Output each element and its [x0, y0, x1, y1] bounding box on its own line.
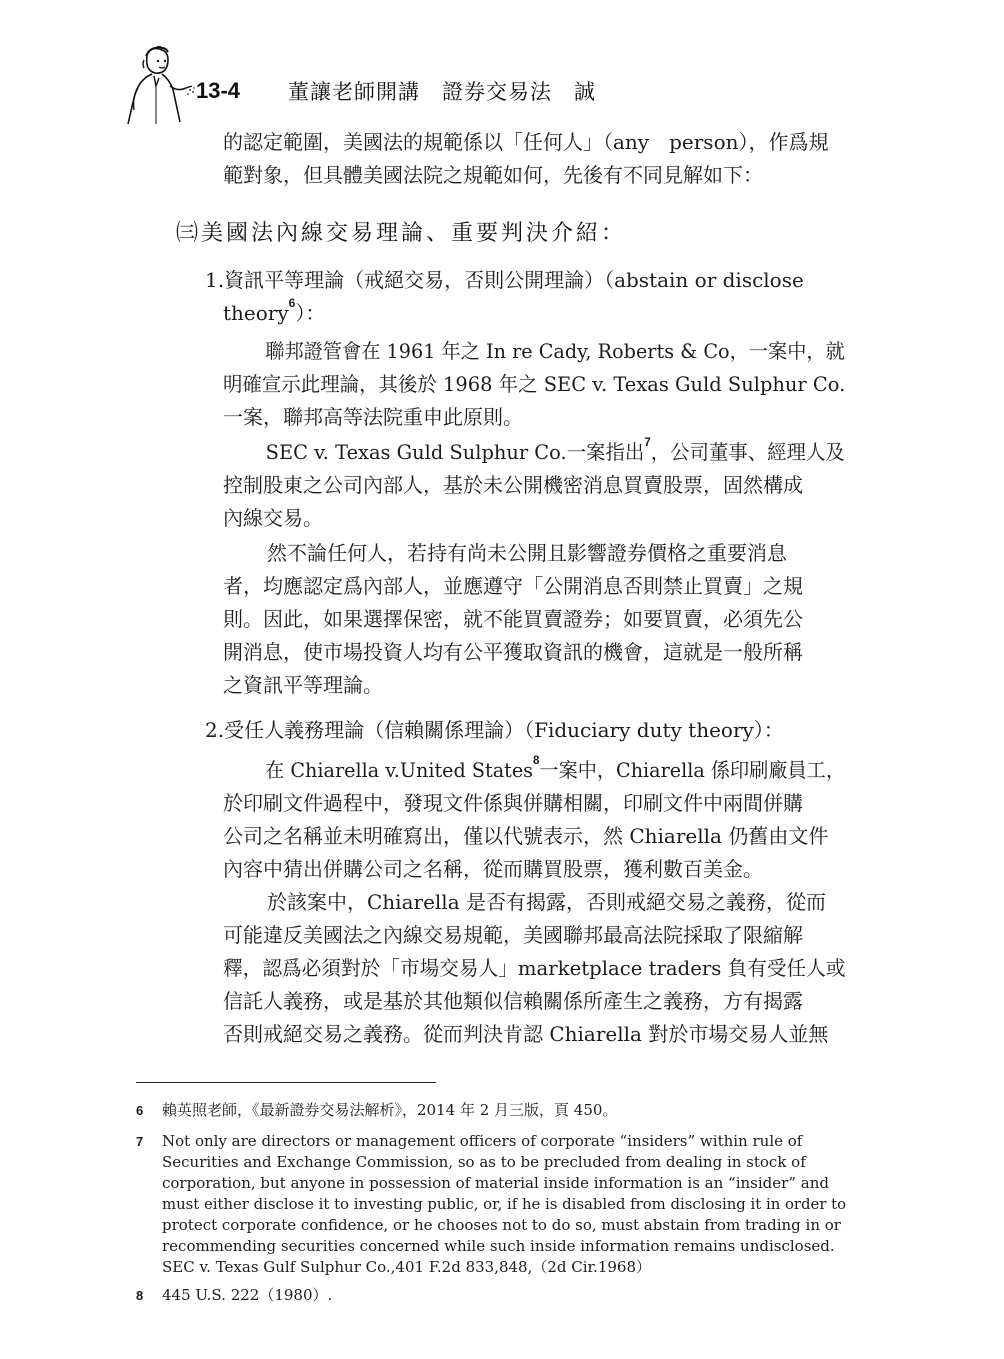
theory1-paragraph-2	[223, 436, 845, 535]
text-line: 然不論任何人，若持有尚未公開且影響證券價格之重要消息	[267, 541, 787, 565]
footnote-ref-8: 8	[533, 753, 540, 767]
text-line: 內容中猜出併購公司之名稱，從而購買股票，獲利數百美金。	[223, 857, 763, 881]
para-text: 在 Chiarella v.United States	[265, 758, 534, 782]
footnote-mark: 7	[136, 1134, 144, 1149]
footnote-divider	[136, 1082, 436, 1083]
section-heading: ㈢美國法內線交易理論、重要判決介紹：	[176, 221, 627, 246]
text-line: 可能違反美國法之內線交易規範，美國聯邦最高法院採取了限縮解	[223, 923, 803, 947]
footnote-line: corporation, but anyone in possession of material inside information is an “insider” and	[162, 1174, 829, 1192]
footnote-line: SEC v. Texas Gulf Sulphur Co.,401 F.2d 833,848,（2d Cir.1968）	[162, 1258, 652, 1276]
text-line: 之資訊平等理論。	[223, 673, 383, 697]
footnote-body	[162, 1131, 846, 1278]
para-text: SEC v. Texas Guld Sulphur Co.一案指出	[265, 440, 645, 464]
theory2-heading	[205, 714, 845, 747]
text-line: 聯邦證管會在 1961 年之 In re Cady, Roberts & Co，一案中，就	[265, 339, 845, 363]
theory1-heading-line2	[205, 297, 845, 330]
theory2-paragraph-1	[223, 754, 845, 886]
text-line: 開消息，使市場投資人均有公平獲取資訊的機會，這就是一般所稱	[223, 640, 803, 664]
theory1-heading-line1: 1.資訊平等理論（戒絕交易，否則公開理論）（abstain or disclose	[205, 268, 804, 292]
theory2-paragraph-2	[223, 886, 845, 1051]
footnote-ref-7: 7	[644, 435, 651, 449]
text-line: 於該案中，Chiarella 是否有揭露，否則戒絕交易之義務，從而	[267, 890, 826, 914]
footnote-mark: 6	[136, 1103, 144, 1118]
footnote-body	[162, 1285, 846, 1306]
theory1-heading	[205, 264, 845, 330]
text-line: 則。因此，如果選擇保密，就不能買賣證券；如要買賣，必須先公	[223, 607, 803, 631]
theory1-heading-tail: ）：	[295, 301, 326, 325]
text-line: 於印刷文件過程中，發現文件係與併購相關，印刷文件中兩間併購	[223, 791, 803, 815]
para-text: 一案中，Chiarella 係印刷廠員工，	[539, 758, 845, 782]
footnote-body	[162, 1100, 846, 1121]
text-line: 者，均應認定爲內部人，並應遵守「公開消息否則禁止買賣」之規	[223, 574, 803, 598]
footnote-line: must either disclose it to investing public, or, if he is disabled from disclosing it in order to	[162, 1195, 847, 1213]
footnote-ref-6: 6	[288, 296, 296, 310]
text-line: 信託人義務，或是基於其他類似信賴關係所產生之義務，方有揭露	[223, 989, 803, 1013]
text-line: 明確宣示此理論，其後於 1968 年之 SEC v. Texas Guld Sulphur Co.	[223, 372, 846, 396]
text-line: 的認定範圍，美國法的規範係以「任何人」（any person），作爲規	[223, 130, 829, 154]
text-line: 公司之名稱並未明確寫出，僅以代號表示，然 Chiarella 仍舊由文件	[223, 824, 829, 848]
theory1-term: theory	[223, 301, 289, 325]
footnote-line: recommending securities concerned while such inside information remains undisclosed.	[162, 1237, 835, 1255]
para-text: ，公司董事、經理人及	[650, 440, 845, 464]
theory1-paragraph-3	[223, 537, 845, 702]
text-line: 否則戒絕交易之義務。從而判決肯認 Chiarella 對於市場交易人並無	[223, 1022, 829, 1046]
text-line	[223, 435, 845, 469]
theory2-heading-line: 2.受任人義務理論（信賴關係理論）（Fiduciary duty theory）：	[205, 718, 784, 742]
text-line	[223, 753, 845, 787]
text-line: 控制股東之公司內部人，基於未公開機密消息買賣股票，固然構成	[223, 473, 803, 497]
teacher-illustration-icon	[118, 44, 196, 126]
page-header	[0, 0, 1004, 130]
footnote-mark: 8	[136, 1288, 144, 1303]
footnote-line: Securities and Exchange Commission, so as to be precluded from dealing in stock of	[162, 1153, 806, 1171]
running-title: 董讓老師開講 證券交易法 誠	[288, 80, 596, 104]
page-number: 13-4	[196, 78, 241, 103]
theory1-paragraph-1	[223, 335, 845, 434]
footnote-line: Not only are directors or management officers of corporate “insiders” within rule of	[162, 1132, 803, 1150]
footnote-line: 賴英照老師，《最新證券交易法解析》，2014 年 2 月三版，頁 450。	[162, 1101, 618, 1119]
text-line: 範對象，但具體美國法院之規範如何，先後有不同見解如下：	[223, 163, 763, 187]
intro-paragraph	[223, 126, 845, 192]
footnote-line: protect corporate confidence, or he chooses not to do so, must abstain from trading in or	[162, 1216, 841, 1234]
text-line: 一案，聯邦高等法院重申此原則。	[223, 405, 523, 429]
text-line: 內線交易。	[223, 506, 323, 530]
text-line: 釋，認爲必須對於「市場交易人」marketplace traders 負有受任人或	[223, 956, 846, 980]
footnote-line: 445 U.S. 222（1980）.	[162, 1286, 333, 1304]
